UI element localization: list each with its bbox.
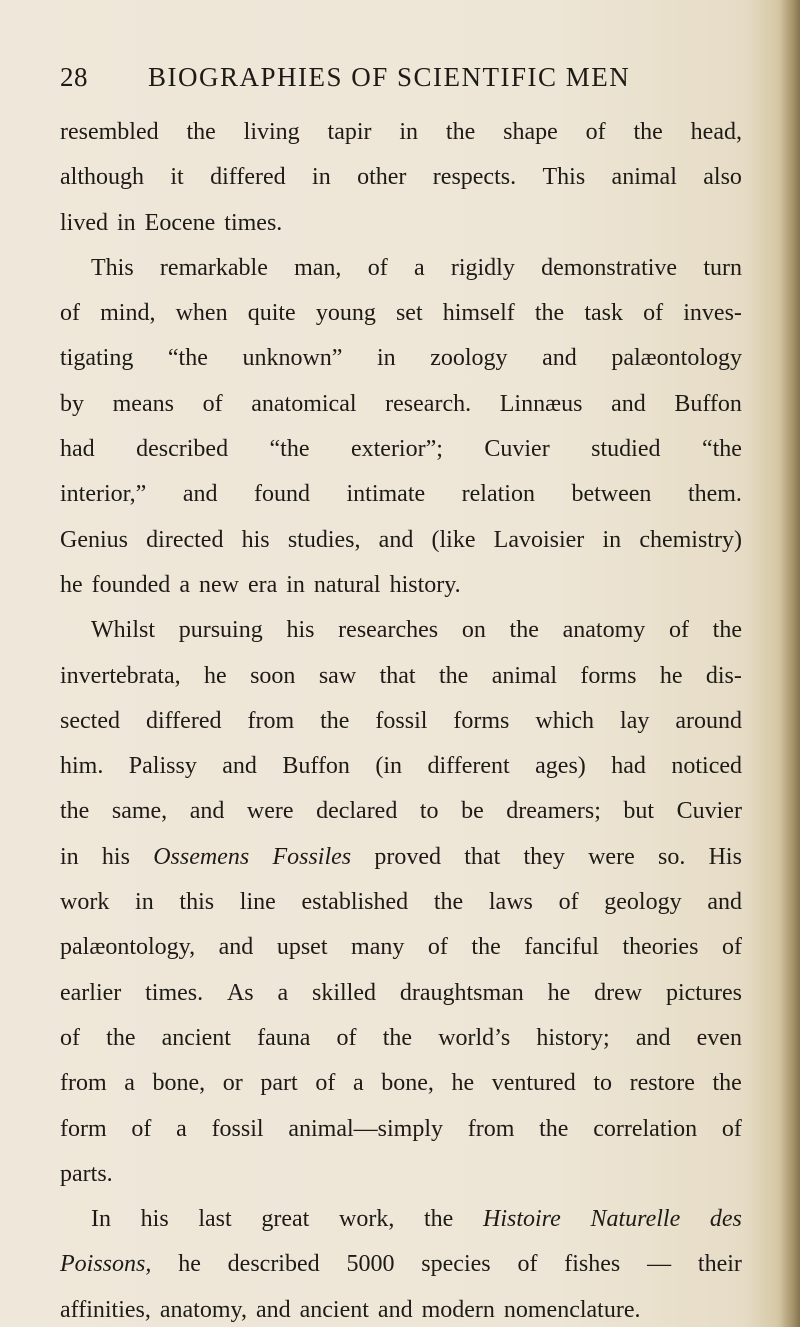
word: it: [170, 164, 184, 191]
word: many: [351, 934, 405, 961]
word: differed: [210, 164, 286, 191]
word: upset: [276, 934, 328, 961]
word: animal—simply: [288, 1115, 443, 1142]
word: the: [445, 119, 476, 145]
word: of: [721, 934, 742, 961]
word: man,: [294, 254, 342, 281]
word: theories: [622, 934, 699, 961]
word: era: [247, 571, 278, 598]
word: Buffon: [282, 753, 350, 780]
word: chemistry): [639, 526, 742, 553]
word: means: [112, 390, 174, 417]
word: he: [204, 662, 227, 689]
word: the: [712, 617, 742, 644]
word: a: [352, 1070, 364, 1097]
word: invertebrata,: [60, 662, 181, 689]
word: to: [593, 1070, 612, 1097]
word: task: [584, 300, 623, 327]
word: set: [395, 300, 423, 327]
word: last: [198, 1206, 232, 1233]
page-header: [60, 62, 740, 96]
word: when: [175, 300, 228, 327]
word: of: [131, 1115, 152, 1142]
word: of: [202, 390, 223, 417]
word: he: [60, 571, 83, 598]
text-line: [60, 1061, 742, 1106]
word: the: [509, 617, 539, 644]
word: ages): [535, 753, 586, 780]
word: bone,: [381, 1070, 434, 1097]
word: of: [558, 889, 579, 916]
word: of: [721, 1115, 742, 1142]
word: tigating: [60, 345, 134, 372]
word: in: [60, 843, 79, 870]
word: resembled: [60, 119, 159, 145]
word: this: [179, 889, 215, 916]
word: ventured: [491, 1070, 576, 1097]
word: same,: [111, 798, 168, 825]
text-line: [60, 201, 742, 246]
word: and: [255, 1296, 291, 1323]
word: also: [703, 164, 742, 191]
text-line: [60, 744, 742, 789]
italic-word: Poissons,: [60, 1251, 152, 1278]
word: researches: [338, 617, 439, 644]
word: a: [124, 1070, 135, 1097]
text-line: [60, 472, 742, 517]
word: which: [535, 707, 595, 734]
word: Cuvier: [676, 798, 742, 825]
word: earlier: [60, 979, 122, 1006]
word: affinities,: [60, 1296, 151, 1323]
word: different: [427, 753, 510, 780]
word: head,: [690, 119, 742, 145]
word: other: [357, 164, 407, 191]
word: so.: [657, 843, 686, 870]
body-text: [60, 110, 742, 1327]
word: from: [247, 707, 295, 734]
word: sected: [60, 707, 120, 734]
word: the: [438, 662, 469, 689]
word: restore: [629, 1070, 695, 1097]
word: forms: [580, 662, 637, 689]
word: in: [399, 119, 419, 145]
word: found: [254, 481, 310, 508]
word: and: [611, 390, 646, 417]
word: rigidly: [450, 254, 515, 281]
word: the: [539, 1115, 569, 1142]
word: or: [222, 1070, 243, 1097]
word: This: [91, 254, 134, 281]
word: zoology: [430, 345, 508, 372]
word: himself: [442, 300, 515, 327]
word: of: [367, 254, 388, 281]
text-line: [60, 1197, 742, 1242]
word: the: [320, 707, 350, 734]
word: their: [697, 1251, 742, 1278]
word: of: [668, 617, 689, 644]
word: exterior”;: [350, 436, 443, 463]
word: soon: [250, 662, 296, 689]
word: a: [413, 254, 425, 281]
word: This: [542, 164, 586, 191]
word: them.: [687, 481, 742, 508]
word: on: [461, 617, 486, 644]
word: to: [419, 798, 439, 825]
word: drew: [594, 979, 643, 1006]
text-line: [60, 427, 742, 472]
word: in: [376, 345, 396, 372]
word: a: [179, 571, 190, 598]
word: of: [60, 1024, 80, 1051]
word: part: [260, 1070, 298, 1097]
word: and: [542, 345, 577, 372]
word: and: [182, 481, 218, 508]
text-line: [60, 699, 742, 744]
word: anatomy: [562, 617, 646, 644]
word: (like: [431, 526, 476, 553]
word: line: [239, 889, 276, 916]
text-line: [60, 1016, 742, 1061]
word: parts.: [60, 1160, 113, 1187]
word: lived: [60, 209, 108, 236]
word: the: [471, 934, 501, 961]
word: of: [336, 1024, 357, 1051]
word: palæontology,: [60, 934, 196, 961]
word: even: [696, 1024, 742, 1051]
word: (in: [375, 753, 403, 780]
italic-word: Naturelle: [590, 1206, 681, 1233]
word: fossil: [375, 707, 428, 734]
italic-word: Histoire: [483, 1206, 561, 1233]
word: mind,: [100, 300, 156, 327]
word: draughtsman: [399, 979, 524, 1006]
text-line: [60, 336, 742, 381]
word: dreamers;: [506, 798, 601, 825]
word: young: [315, 300, 376, 327]
word: unknown”: [242, 345, 343, 372]
word: his: [286, 617, 315, 644]
word: described: [227, 1251, 320, 1278]
word: his: [241, 526, 270, 553]
word: history.: [389, 571, 461, 598]
word: proved: [374, 843, 442, 870]
word: established: [301, 889, 409, 916]
word: the: [433, 889, 464, 916]
word: work,: [339, 1206, 395, 1233]
word: he: [178, 1251, 201, 1278]
text-line: [60, 110, 742, 155]
word: and: [635, 1024, 671, 1051]
word: in: [117, 209, 136, 236]
word: relation: [461, 481, 535, 508]
word: he: [451, 1070, 475, 1097]
word: forms: [453, 707, 510, 734]
word: and: [189, 798, 225, 825]
word: fanciful: [524, 934, 599, 961]
word: fauna: [257, 1024, 311, 1051]
word: described: [136, 436, 229, 463]
word: that: [379, 662, 416, 689]
word: skilled: [311, 979, 376, 1006]
word: Eocene: [144, 209, 216, 236]
word: animal: [491, 662, 558, 689]
word: his: [101, 843, 130, 870]
running-head: BIOGRAPHIES OF SCIENTIFIC MEN: [148, 62, 631, 92]
word: great: [261, 1206, 310, 1233]
word: the: [633, 119, 663, 145]
word: palæontology: [611, 345, 742, 372]
word: studied: [591, 436, 661, 463]
text-line: [60, 563, 742, 608]
word: they: [523, 843, 565, 870]
word: founded: [91, 571, 171, 598]
word: species: [421, 1251, 491, 1278]
word: intimate: [346, 481, 426, 508]
word: Whilst: [91, 617, 155, 644]
text-line: [60, 382, 742, 427]
word: fossil: [211, 1115, 264, 1142]
word: of: [585, 119, 606, 145]
word: the: [534, 300, 565, 327]
word: of: [60, 300, 80, 327]
text-line: [60, 835, 742, 880]
word: from: [467, 1115, 515, 1142]
word: natural: [313, 571, 381, 598]
word: the: [382, 1024, 413, 1051]
word: the: [712, 1070, 742, 1097]
word: a: [176, 1115, 187, 1142]
word: by: [60, 390, 84, 417]
word: were: [246, 798, 294, 825]
word: pursuing: [178, 617, 263, 644]
word: around: [675, 707, 742, 734]
word: times.: [145, 979, 204, 1006]
word: noticed: [671, 753, 742, 780]
word: in: [312, 164, 331, 191]
word: of: [427, 934, 448, 961]
page-edge-shadow: [780, 0, 800, 1327]
word: “the: [167, 345, 208, 372]
text-line: [60, 291, 742, 336]
word: nomenclature.: [503, 1296, 641, 1323]
word: saw: [318, 662, 357, 689]
word: demonstrative: [541, 254, 678, 281]
word: lay: [620, 707, 650, 734]
text-line: [60, 1152, 742, 1197]
word: bone,: [152, 1070, 206, 1097]
word: and: [378, 526, 414, 553]
word: correlation: [593, 1115, 698, 1142]
text-line: [60, 789, 742, 834]
text-line: [60, 880, 742, 925]
word: had: [60, 436, 95, 463]
word: new: [198, 571, 239, 598]
word: remarkable: [159, 254, 268, 281]
word: had: [611, 753, 646, 780]
italic-word: des: [709, 1206, 742, 1233]
word: “the: [701, 436, 742, 463]
word: but: [623, 798, 655, 825]
word: Genius: [60, 526, 128, 553]
text-line: [60, 925, 742, 970]
word: Cuvier: [484, 436, 550, 463]
word: Buffon: [674, 390, 742, 417]
word: differed: [145, 707, 222, 734]
word: ancient: [161, 1024, 231, 1051]
word: the: [60, 798, 90, 825]
text-line: [60, 1288, 742, 1327]
word: in: [286, 571, 305, 598]
word: geology: [604, 889, 682, 916]
text-line: [60, 654, 742, 699]
word: he: [659, 662, 683, 689]
word: his: [140, 1206, 169, 1233]
word: and: [218, 934, 254, 961]
word: between: [571, 481, 652, 508]
word: living: [243, 119, 300, 145]
word: him.: [60, 753, 104, 780]
word: and: [377, 1296, 413, 1323]
word: ancient: [299, 1296, 369, 1323]
word: of: [517, 1251, 538, 1278]
text-line: [60, 246, 742, 291]
word: that: [464, 843, 501, 870]
word: although: [60, 164, 144, 191]
word: a: [277, 979, 289, 1006]
word: the: [424, 1206, 454, 1233]
word: research.: [385, 390, 472, 417]
word: times.: [224, 209, 283, 236]
word: in: [602, 526, 622, 553]
word: shape: [503, 119, 558, 145]
word: interior,”: [60, 481, 147, 508]
text-line: [60, 1242, 742, 1287]
word: and: [707, 889, 742, 916]
word: of: [315, 1070, 336, 1097]
word: he: [547, 979, 571, 1006]
word: from: [60, 1070, 107, 1097]
word: form: [60, 1115, 107, 1142]
word: modern: [421, 1296, 495, 1323]
word: fishes: [564, 1251, 621, 1278]
word: Linnæus: [499, 390, 583, 417]
word: of: [643, 300, 664, 327]
word: inves-: [683, 300, 742, 327]
word: 5000: [346, 1251, 395, 1278]
italic-word: Fossiles: [272, 843, 352, 870]
word: were: [588, 843, 635, 870]
word: “the: [269, 436, 310, 463]
word: Lavoisier: [493, 526, 585, 553]
word: directed: [146, 526, 224, 553]
text-line: [60, 1107, 742, 1152]
word: world’s: [438, 1024, 511, 1051]
word: pictures: [665, 979, 742, 1006]
word: the: [186, 119, 216, 145]
word: studies,: [287, 526, 361, 553]
word: dis-: [705, 662, 742, 689]
word: be: [461, 798, 484, 825]
word: turn: [703, 254, 742, 281]
word: work: [60, 889, 110, 916]
word: respects.: [432, 164, 517, 191]
word: tapir: [327, 119, 372, 145]
word: declared: [316, 798, 398, 825]
text-line: [60, 155, 742, 200]
word: Palissy: [128, 753, 197, 780]
word: quite: [247, 300, 296, 327]
word: As: [226, 979, 254, 1006]
page-number: 28: [60, 62, 88, 92]
word: the: [106, 1024, 136, 1051]
text-line: [60, 518, 742, 563]
word: in: [135, 889, 154, 916]
word: animal: [611, 164, 677, 191]
word: —: [647, 1251, 672, 1278]
italic-word: Ossemens: [153, 843, 250, 870]
text-line: [60, 608, 742, 653]
word: His: [708, 843, 742, 870]
word: history;: [536, 1024, 610, 1051]
word: anatomy,: [159, 1296, 247, 1323]
word: and: [222, 753, 257, 780]
word: In: [91, 1206, 111, 1233]
text-line: [60, 971, 742, 1016]
word: laws: [488, 889, 533, 916]
word: anatomical: [251, 390, 357, 417]
